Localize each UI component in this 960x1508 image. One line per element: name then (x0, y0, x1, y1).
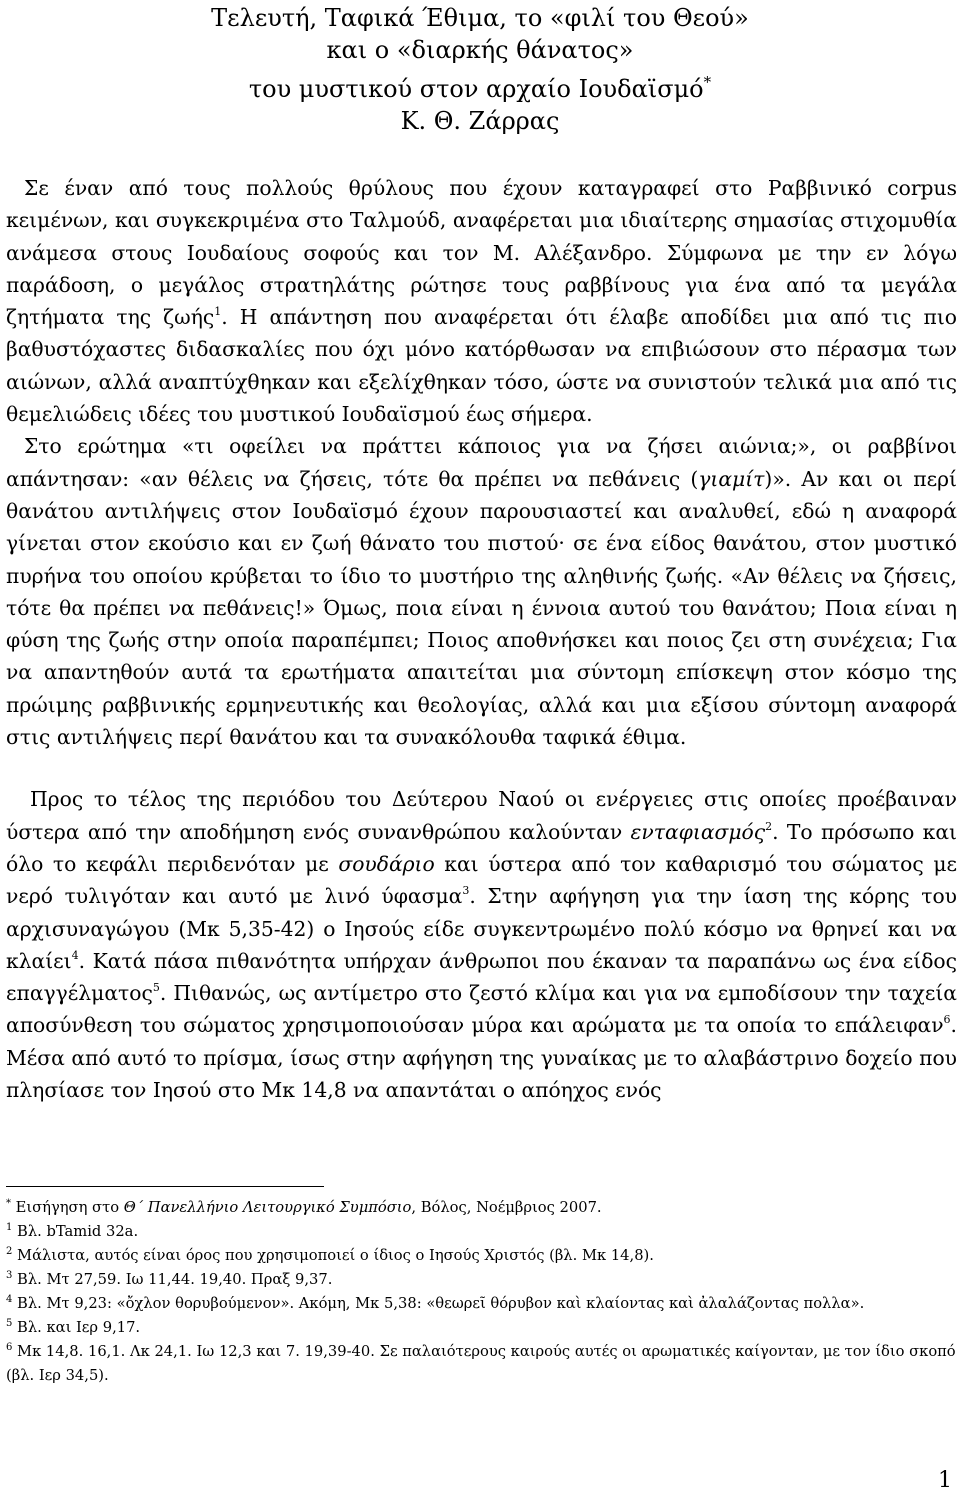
paragraph-3-italic-1: ενταφιασμός (630, 819, 766, 844)
paragraph-1 (6, 172, 957, 430)
paragraph-1-part-a: Σε έναν από τους πολλούς θρύλους που έχουν καταγραφεί στο Ραββινικό corpus κειμένων, και συγκεκριμένα στο Ταλμούδ, αναφέρεται μια ιδιαίτερης σημασίας στιχομυθία ανάμεσα στους Ιουδαίους σοφούς και τον Μ. Αλέξανδρο. Σύμφωνα με την εν λόγω παράδοση, ο μεγάλος στρατηλάτης ρώτησε τους ραββίνους για ένα από τα μεγάλα ζητήματα της ζωής (6, 176, 957, 330)
footnote-5-mark: 5 (6, 1318, 13, 1329)
footnote-3 (6, 1268, 957, 1292)
title-line-2: και ο «διαρκής θάνατος» (326, 36, 634, 64)
footnote-2-text: Μάλιστα, αυτός είναι όρος που χρησιμοποιεί ο ίδιος ο Ιησούς Χριστός (βλ. Μκ 14,8). (12, 1247, 654, 1264)
footnote-1-text: Βλ. bTamid 32a. (12, 1223, 139, 1240)
paragraph-3-part-e: . Κατά πάσα πιθανότητα υπήρχαν άνθρωποι που έκαναν τα παραπάνω ως ένα είδος επαγγέλματος (6, 948, 957, 1006)
page-number: 1 (938, 1468, 952, 1493)
author-name: Κ. Θ. Ζάρρας (400, 107, 560, 135)
footnote-star-text-b: , Βόλος, Νοέμβριος 2007. (411, 1199, 602, 1216)
paragraph-2 (6, 430, 957, 753)
footnote-ref-4: 4 (71, 948, 79, 962)
title-line-1: Τελευτή, Ταφικά Έθιμα, το «φιλί του Θεού» (211, 4, 749, 32)
footnote-star-mark: * (6, 1198, 11, 1209)
footnote-2 (6, 1244, 957, 1268)
footnote-6 (6, 1340, 957, 1388)
paragraph-3-part-b: . Το πρόσωπο και όλο το κεφάλι περιδενόταν με (6, 819, 958, 876)
footnote-5-text: Βλ. και Ιερ 9,17. (12, 1319, 141, 1336)
footnote-star (6, 1196, 957, 1220)
paragraph-3-part-c: και ύστερα από τον καθαρισμό του σώματος με νερό τυλιγόταν και αυτό με λινό ύφασμα (6, 851, 958, 909)
footnote-5 (6, 1316, 957, 1340)
footnote-6-mark: 6 (6, 1342, 13, 1353)
title-line-3 (0, 66, 960, 105)
paragraph-3-part-d: . Στην αφήγηση για την ίαση της κόρης του αρχισυναγώγου (Μκ 5,35-42) ο Ιησούς είδε συγκεντρωμένο πολύ κόσμο να θρηνεί και να κλαίει (6, 884, 958, 973)
title-line-3-text: του μυστικού στον αρχαίο Ιουδαϊσμό (248, 75, 704, 103)
footnote-ref-3: 3 (462, 884, 470, 898)
body-text (6, 172, 957, 1106)
document-title (0, 2, 960, 137)
footnote-2-mark: 2 (6, 1246, 13, 1257)
footnotes (6, 1196, 957, 1388)
footnote-star-text-a: Εισήγηση στο (11, 1199, 124, 1216)
footnote-4-text: Βλ. Μτ 9,23: «ὄχλον θορυβούμενον». Ακόμη, Μκ 5,38: «θεωρεῖ θόρυβον καὶ κλαίοντας καὶ ἀλαλάζοντας πολλα». (12, 1295, 865, 1312)
paragraph-3-part-g: . Μέσα από αυτό το πρίσμα, ίσως στην αφήγηση της γυναίκας με το αλαβάστρινο δοχείο που πλησίασε τον Ιησού στο Μκ 14,8 να απαντάται ο απόηχος ενός (6, 1013, 957, 1103)
paragraph-2-italic: γιαμίτ (698, 466, 765, 491)
footnote-4 (6, 1292, 957, 1316)
footnote-ref-2: 2 (765, 819, 773, 833)
footnote-6-text: Μκ 14,8. 16,1. Λκ 24,1. Ιω 12,3 και 7. 19,39-40. Σε παλαιότερους καιρούς αυτές οι αρωματικές καίγονταν, με τον ίδιο σκοπό (βλ. Ιερ 34,5). (6, 1343, 956, 1384)
footnote-ref-1: 1 (214, 305, 222, 319)
footnote-ref-5: 5 (152, 981, 160, 995)
paragraph-3-part-a: Προς το τέλος της περιόδου του Δεύτερου Ναού οι ενέργειες στις οποίες προέβαιναν ύστερα από την αποδήμηση ενός συνανθρώπου καλούνταν (6, 787, 957, 844)
footnote-4-mark: 4 (6, 1294, 13, 1305)
paragraph-3-part-f: . Πιθανώς, ως αντίμετρο στο ζεστό κλίμα και για να εμποδίσουν την ταχεία αποσύνθεση του σώματος χρησιμοποιούσαν μύρα και αρώματα με τα οποία το επάλειφαν (6, 981, 957, 1038)
paragraph-2-part-a: Στο ερώτημα «τι οφείλει να πράττει κάποιος για να ζήσει αιώνια;», οι ραββίνοι απάντησαν: «αν θέλεις να ζήσεις, τότε θα πρέπει να πεθάνεις ( (6, 434, 957, 491)
paragraph-3 (6, 783, 957, 1106)
paragraph-2-part-b: )». Αν και οι περί θανάτου αντιλήψεις στον Ιουδαϊσμό έχουν παρουσιαστεί και αναλυθεί, εδώ η αναφορά γίνεται στον εκούσιο και εν ζωή θάνατο του πιστού· σε ένα είδος θανάτου, στον μυστικό πυρήνα του οποίου κρύβεται το ίδιο το μυστήριο της αληθινής ζωής. «Αν θέλεις να ζήσεις, τότε θα πρέπει να πεθάνεις!» Όμως, ποια είναι η έννοια αυτού του θανάτου; Ποια είναι η φύση της ζωής στην οποία παραπέμπει; Ποιος αποθνήσκει και ποιος ζει στη συνέχεια; Για να απαντηθούν αυτά τα ερωτήματα απαιτείται μια σύντομη επίσκεψη στον κόσμο της πρώιμης ραββινικής ερμηνευτικής και θεολογίας, αλλά και μια εξίσου σύντομη αναφορά στις αντιλήψεις περί θανάτου και τα συνακόλουθα ταφικά έθιμα. (6, 466, 957, 750)
footnote-ref-6: 6 (943, 1013, 951, 1027)
footnote-separator (6, 1186, 324, 1187)
paragraph-3-italic-2: σουδάριο (338, 851, 435, 876)
title-footnote-mark: * (703, 73, 712, 91)
footnote-3-text: Βλ. Μτ 27,59. Ιω 11,44. 19,40. Πραξ 9,37. (12, 1271, 333, 1288)
footnote-3-mark: 3 (6, 1270, 13, 1281)
footnote-star-italic: Θ΄ Πανελλήνιο Λειτουργικό Συμπόσιο (123, 1199, 412, 1216)
footnote-1-mark: 1 (6, 1222, 13, 1233)
paragraph-1-part-b: . Η απάντηση που αναφέρεται ότι έλαβε αποδίδει μια από τις πιο βαθυστόχαστες διδασκαλίες που όχι μόνο κατόρθωσαν να επιβιώσουν στο πέρασμα των αιώνων, αλλά αναπτύχθηκαν και εξελίχθηκαν τόσο, ώστε να συνιστούν τελικά μια από τις θεμελιώδεις ιδέες του μυστικού Ιουδαϊσμού έως σήμερα. (6, 305, 957, 427)
footnote-1 (6, 1220, 957, 1244)
